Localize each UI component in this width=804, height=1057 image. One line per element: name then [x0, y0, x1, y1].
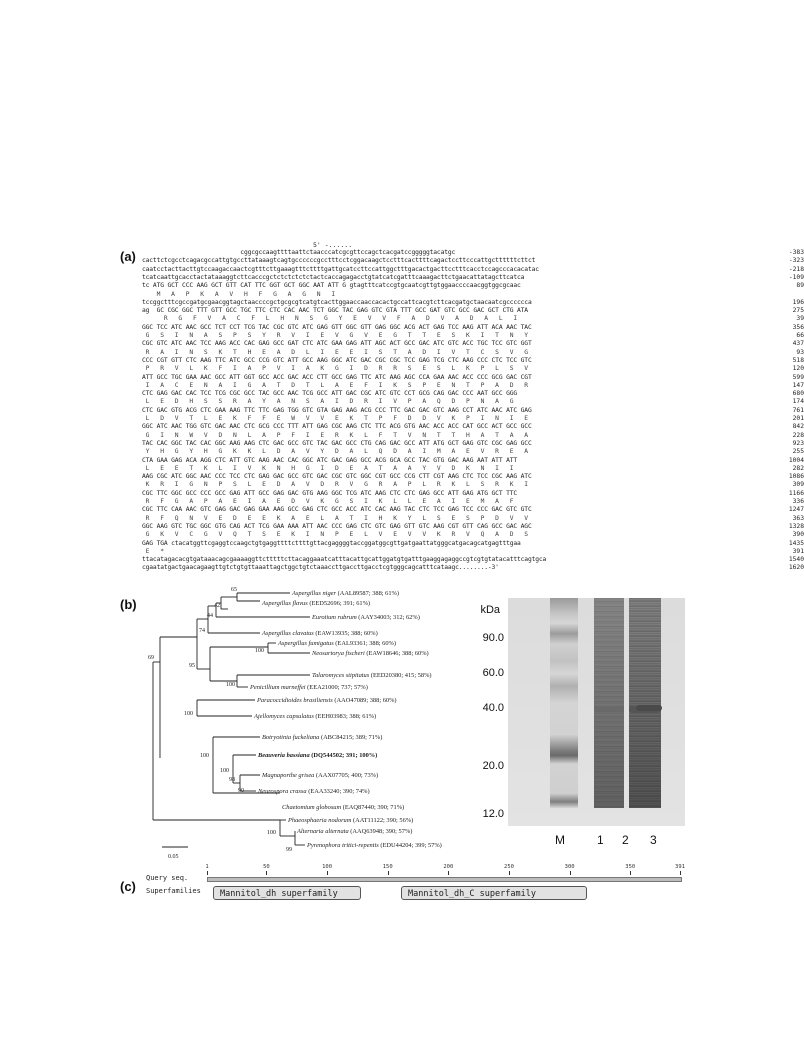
- taxon-label: Paracoccidioides brasiliensis (AAO47089; 388; 60%): [257, 697, 397, 704]
- taxon-label: Neosartorya fischeri (EAW18646; 388; 60%): [312, 650, 429, 657]
- position-number: 1540: [788, 556, 804, 564]
- bootstrap-values: [148, 587, 292, 853]
- ruler-tick-mark: [630, 871, 631, 875]
- sds-page-gel: [508, 598, 685, 826]
- amino-acid-line: G S I N A S P S Y R V I E V G V E G T T E S K I T N Y: [142, 332, 528, 339]
- nucleotide-line: caatcctacttacttgtccaagaccaactcgtttcttgaaagtttcttttgattgcatccttccattggctttgacactgacttcctttcacctccagcccacacatac: [142, 265, 539, 273]
- taxon-label: Penicillium marneffei (EEA21000; 737; 57%): [250, 684, 368, 691]
- taxon-label: Eurotium rubrum (AAY34003; 312; 62%): [312, 614, 420, 621]
- amino-acid-line: R A I N S K T H E A D L I E E I S T A D I V T C S V G: [142, 348, 528, 356]
- nucleotide-line: tcatcaattgcacctactataaaggtcttcacccgctctctctctctactcaccagagacctgtatcatcgatttcaaagacttctgaacattatagcttcatca: [142, 273, 525, 281]
- amino-acid-line: R F G A P A E I A E D V K G S I K L L E A I E M A F: [142, 498, 514, 505]
- position-number: -218: [788, 265, 804, 273]
- position-number: 1004: [788, 456, 804, 464]
- ruler-bar: [207, 877, 682, 882]
- gel-lane-label: M: [555, 833, 565, 847]
- bootstrap-value: 100: [220, 768, 229, 774]
- taxon-label: Phaeosphaeria nodorum (AAT11122; 390; 56%): [288, 817, 414, 824]
- ruler-tick-mark: [448, 871, 449, 875]
- position-number: 1086: [788, 473, 804, 481]
- position-number: 201: [792, 415, 804, 422]
- amino-acid-line: K R I G N P S L E D A V D R V G R A P L R K L S R K I: [142, 481, 528, 489]
- taxon-label: Chaetomium globosum (EAQ87440; 390; 71%): [282, 804, 405, 811]
- taxon-label: Ajellomyces capsulatus (EEH03983; 388; 61%): [254, 713, 377, 720]
- nucleotide-line: GGC AAG GTC TGC GGC GTG CAG ACT TCG GAA AAA ATT AAC CCC GAG CTC GTC GAG GTT GTC AAG CGT GTT CAG GCC GAC AGC: [142, 522, 532, 530]
- bootstrap-value: 74: [199, 628, 205, 634]
- position-number: 1328: [788, 522, 804, 530]
- query-ruler: [207, 873, 682, 883]
- nucleotide-line: CTC GAC GTG ACG CTC GAA AAG TTC TTC GAG TGG GTC GTA GAG AAG ACG CCC TTC GAC GAC GTC AAG CCT ATC AAC ATC GAG: [142, 406, 532, 414]
- position-number: 356: [792, 323, 804, 331]
- gel-marker-label: 90.0: [482, 632, 504, 644]
- panel-a-label: (a): [120, 249, 136, 264]
- domain-mannitol-dh-c: Mannitol_dh_C superfamily: [401, 886, 587, 900]
- scale-bar-label: 0.05: [168, 854, 179, 860]
- gel-lane-marker: [550, 598, 578, 808]
- gel-lane-label: 2: [622, 833, 629, 847]
- taxon-label-highlight: Beauveria bassiana (DQ544502; 391; 100%): [258, 752, 378, 759]
- gel-unit-label: kDa: [480, 604, 500, 616]
- gel-lane-3-band: [636, 705, 662, 711]
- ruler-tick-label: 50: [263, 864, 270, 870]
- nucleotide-line: cacttctcgcctcagacgccattgtgccttataaagtcagtgccccccgcctttcctcggacaagctcctttcacttttcagactccttcccattgcttttttcttct: [142, 257, 536, 265]
- bootstrap-value: 90: [238, 788, 244, 794]
- position-number: 66: [796, 332, 804, 339]
- amino-acid-line: R G F V A C F L H N S G Y E V V F A D V A D A L I: [142, 315, 518, 323]
- ruler-tick-mark: [570, 871, 571, 875]
- gel-marker-label: 60.0: [482, 667, 504, 679]
- amino-acid-line: E *: [142, 547, 164, 555]
- nucleotide-line: CTC GAG GAC CAC TCC TCG CGC GCC TAC GCC AAC TCG GCC ATT GAC CGC ATC GTC CCT GCG CAG GAC CCC AAT GCC GGG: [142, 390, 518, 398]
- ruler-tick-mark: [207, 871, 208, 875]
- gel-marker-label: 12.0: [482, 808, 504, 820]
- gel-lane-label: 3: [650, 833, 657, 847]
- bootstrap-value: 100: [226, 682, 235, 688]
- position-number: 842: [792, 423, 804, 431]
- ruler-tick-label: 250: [504, 864, 514, 870]
- gel-lane-label: 1: [597, 833, 604, 847]
- ruler-tick-label: 200: [443, 864, 454, 870]
- taxon-label: Aspergillus clavatus (EAW13935; 388; 60%): [262, 630, 378, 637]
- nucleotide-line: ag GC CGC GGC TTT GTT GCC TGC TTC CTC CAC AAC TCT GGC TAC GAG GTC GTA TTT GCC GAT GTC GCC GAC GCT CTG ATA: [142, 307, 528, 315]
- gel-lane-2: [629, 598, 661, 808]
- bootstrap-value: 65: [231, 587, 237, 593]
- nucleotide-line: GAG TGA ctacatggttcgaggtccaagctgtgaggttttcttttgttacgaggggtaccggatggcgttgatgaattatgggcatgacagcatgagtttgaa: [142, 539, 521, 547]
- position-number: 255: [792, 448, 804, 456]
- nucleotide-line: TAC CAC GGC TAC CAC GGC AAG AAG CTC GAC GCC GTC TAC GAC GCC CTG CAG GAC GCC ATT ATG GCT GAG GTC CGC GAG GCC: [142, 439, 532, 447]
- nucleotide-line: GGC TCC ATC AAC GCC TCT CCT TCG TAC CGC GTC ATC GAG GTT GGC GTT GAG GGC ACG ACT GAG TCC AAG ATT ACA AAC TAC: [142, 323, 532, 331]
- taxon-label: Neurospora crassa (EAA33240; 390; 74%): [258, 788, 370, 795]
- ruler-tick-label: 150: [382, 864, 393, 870]
- nucleotide-line: CGC GTC ATC AAC TCC AAG ACC CAC GAG GCC GAT CTC ATC GAA GAG ATT AGC ACT GCC GAC ATC GTC ACC TGC TCC GTC GGT: [142, 340, 532, 348]
- position-number: 196: [792, 298, 804, 306]
- nucleotide-line: CCC CGT GTT CTC AAG TTC ATC GCC CCG GTC ATT GCC AAG GGC ATC GAC CGC CGC TCC GAG TCG CTC AAG CCC CTC TCC GTC: [142, 356, 532, 364]
- nucleotide-line: ATT GCC TGC GAA AAC GCC ATT GGT GCC ACC GAC ACC CTT GCC GAG TTC ATC AAG AGC CCA GAA AAC ACC CCC GCG GAC CGT: [142, 373, 532, 381]
- ruler-tick-mark: [509, 871, 510, 875]
- nucleotide-line: cgaatatgactgaacagaagttgtctgtgttaaattagctggctgtctaaaccttgaccttgacctcgtgggcagcatttcataagc........-3': [142, 564, 499, 572]
- bootstrap-value: 99: [286, 847, 292, 853]
- position-number: -383: [788, 249, 804, 256]
- ruler-tick-label: 350: [625, 864, 636, 870]
- position-number: 599: [792, 373, 804, 381]
- nucleotide-line: AAG CGC ATC GGC AAC CCC TCC CTC GAG GAC GCC GTC GAC CGC GTC GGC CGT GCC CCG CTT CGT AAG CTC TCC CGC AAG ATC: [142, 473, 532, 481]
- five-prime-marker: 5' -......: [313, 241, 353, 249]
- nucleotide-line: cggcgccaagttttaattctaacccatcgcgttccagctcacgatccgggggtacatgc: [142, 249, 456, 256]
- nucleotide-line: tc ATG GCT CCC AAG GCT GTT CAT TTC GGT GCT GGC AAT ATT G gtagtttcatccgtgcaatcgttgtggaaccccaacggtggcgcaac: [142, 282, 521, 290]
- ruler-tick-mark: [327, 871, 328, 875]
- taxon-label: Alternaria alternata (AAQ63948; 390; 57%): [297, 828, 413, 835]
- position-number: 147: [792, 381, 804, 389]
- bootstrap-value: 69: [148, 655, 154, 661]
- query-sequence-label: Query seq.: [146, 874, 189, 882]
- bootstrap-value: 98: [229, 777, 235, 783]
- amino-acid-line: R F Q N V E D E E K A E L A T I H K Y L S E S P D V V: [142, 514, 528, 522]
- position-number: -109: [788, 273, 804, 281]
- position-number: 761: [792, 406, 804, 414]
- taxon-label: Aspergillus flavus (EED52696; 391; 61%): [262, 600, 371, 607]
- position-number: 174: [792, 398, 804, 406]
- taxon-label: Magnaporthe grisea (AAX07705; 400; 73%): [262, 772, 379, 779]
- taxon-label: Aspergillus fumigatus (EAL93361; 388; 60%): [278, 640, 396, 647]
- position-number: 391: [792, 547, 804, 555]
- panel-b-label: (b): [120, 597, 137, 612]
- nucleotide-line: tccggctttcgccgatgcgaacggtagctaaccccgctgcgcgtcatgtcacttggaaccaaccacactgccattcacgtcttcacgatgctaacaatcgcccccca: [142, 298, 532, 306]
- position-number: 282: [792, 464, 804, 472]
- bootstrap-value: 100: [184, 711, 193, 717]
- ruler-tick-label: 300: [564, 864, 575, 870]
- position-number: 1620: [788, 564, 804, 572]
- ruler-tick-mark: [266, 871, 267, 875]
- amino-acid-line: L E E T K L I V K N H G I D E A T A A Y V D K N I I: [142, 464, 514, 472]
- ruler-tick-label: 391: [675, 864, 685, 870]
- tree-taxa: [249, 590, 442, 849]
- taxon-label: Aspergillus niger (AAL89587; 388; 61%): [292, 590, 399, 597]
- gel-marker-label: 40.0: [482, 702, 504, 714]
- bootstrap-value: 42: [214, 603, 220, 609]
- ruler-tick-mark: [680, 871, 681, 875]
- nucleotide-line: CGC TTC GGC GCC CCC GCC GAG ATT GCC GAG GAC GTG AAG GGC TCG ATC AAG CTC CTC GAG GCC ATT GAG ATG GCT TTC: [142, 489, 518, 497]
- amino-acid-line: G I N W V D N L A P F I E R K L F T V N T T H A T A A: [142, 431, 528, 439]
- amino-acid-line: L E D H S S R A Y A N S A I D R I V P A Q D P N A G: [142, 398, 514, 406]
- position-number: 680: [792, 390, 804, 398]
- position-number: 275: [792, 307, 804, 315]
- position-number: 336: [792, 498, 804, 505]
- position-number: 518: [792, 356, 804, 364]
- position-number: 39: [796, 315, 804, 323]
- phylogenetic-tree: [140, 587, 510, 860]
- superfamilies-label: Superfamilies: [146, 887, 201, 895]
- gel-marker-label: 20.0: [482, 760, 504, 772]
- bootstrap-value: 44: [207, 613, 213, 619]
- bootstrap-value: 100: [267, 830, 276, 836]
- nucleotide-line: GGC ATC AAC TGG GTC GAC AAC CTC GCG CCC TTT ATT GAG CGC AAG CTC TTC ACG GTG AAC ACC ACC CAT GCC ACT GCC GCC: [142, 423, 532, 431]
- position-number: 309: [792, 481, 804, 489]
- amino-acid-line: P R V L K F I A P V I A K G I D R R S E S L K P L S V: [142, 365, 528, 373]
- nucleotide-line: CTA GAA GAG ACA AGG CTC ATT GTC AAG AAC CAC GGC ATC GAC GAG GCC ACG GCA GCC TAC GTG GAC AAG AAT ATT ATT: [142, 456, 518, 464]
- amino-acid-line: G K V C G V Q T S E K I N P E L V E V V K R V Q A D S: [142, 531, 528, 539]
- nucleotide-line: ttacatagacacgtgataaacagcgaaaaggttctttttcttacaggaaatcatttacattgcattggatgtgatttgaaggagaggccgtcgtgtatacatttcagtgca: [142, 556, 547, 564]
- position-number: 89: [796, 282, 804, 290]
- position-number: 120: [792, 365, 804, 373]
- gel-lane-1: [594, 598, 624, 808]
- position-number: 1247: [788, 506, 804, 514]
- position-number: 1435: [788, 539, 804, 547]
- ruler-tick-label: 1: [205, 864, 209, 870]
- taxon-label: Pyrenophora tritici-repentis (EDU44204; 399; 57%): [307, 842, 442, 849]
- gel-lane-1-band: [594, 706, 624, 711]
- position-number: 228: [792, 431, 804, 439]
- amino-acid-line: M A P K A V H F G A G N I: [142, 290, 335, 298]
- bootstrap-value: 100: [200, 753, 209, 759]
- position-number: 923: [792, 439, 804, 447]
- bootstrap-value: 95: [189, 663, 195, 669]
- panel-c-label: (c): [120, 879, 136, 894]
- domain-mannitol-dh: Mannitol_dh superfamily: [213, 886, 361, 900]
- position-number: -323: [788, 257, 804, 265]
- bootstrap-value: 100: [255, 648, 264, 654]
- position-number: 437: [792, 340, 804, 348]
- position-number: 1166: [788, 489, 804, 497]
- amino-acid-line: L D V T L E K F F E W V V E K T P F D D V K P I N I E: [142, 415, 528, 422]
- amino-acid-line: I A C E N A I G A T D T L A E F I K S P E N T P A D R: [142, 381, 528, 389]
- amino-acid-line: Y H G Y H G K K L D A V Y D A L Q D A I M A E V R E A: [142, 448, 528, 456]
- ruler-tick-label: 100: [322, 864, 333, 870]
- position-number: 363: [792, 514, 804, 522]
- taxon-label: Botryotinia fuckeliana (ABC84215; 389; 71%): [262, 734, 383, 741]
- taxon-label: Talaromyces stipitatus (EED20380; 415; 58%): [312, 672, 432, 679]
- ruler-tick-mark: [388, 871, 389, 875]
- nucleotide-line: CGC TTC CAA AAC GTC GAG GAC GAG GAA AAG GCC GAG CTC GCC ACC ATC CAC AAG TAC CTC TCC GAG TCC CCC GAC GTC GTC: [142, 506, 532, 514]
- position-number: 93: [796, 348, 804, 356]
- position-number: 390: [792, 531, 804, 539]
